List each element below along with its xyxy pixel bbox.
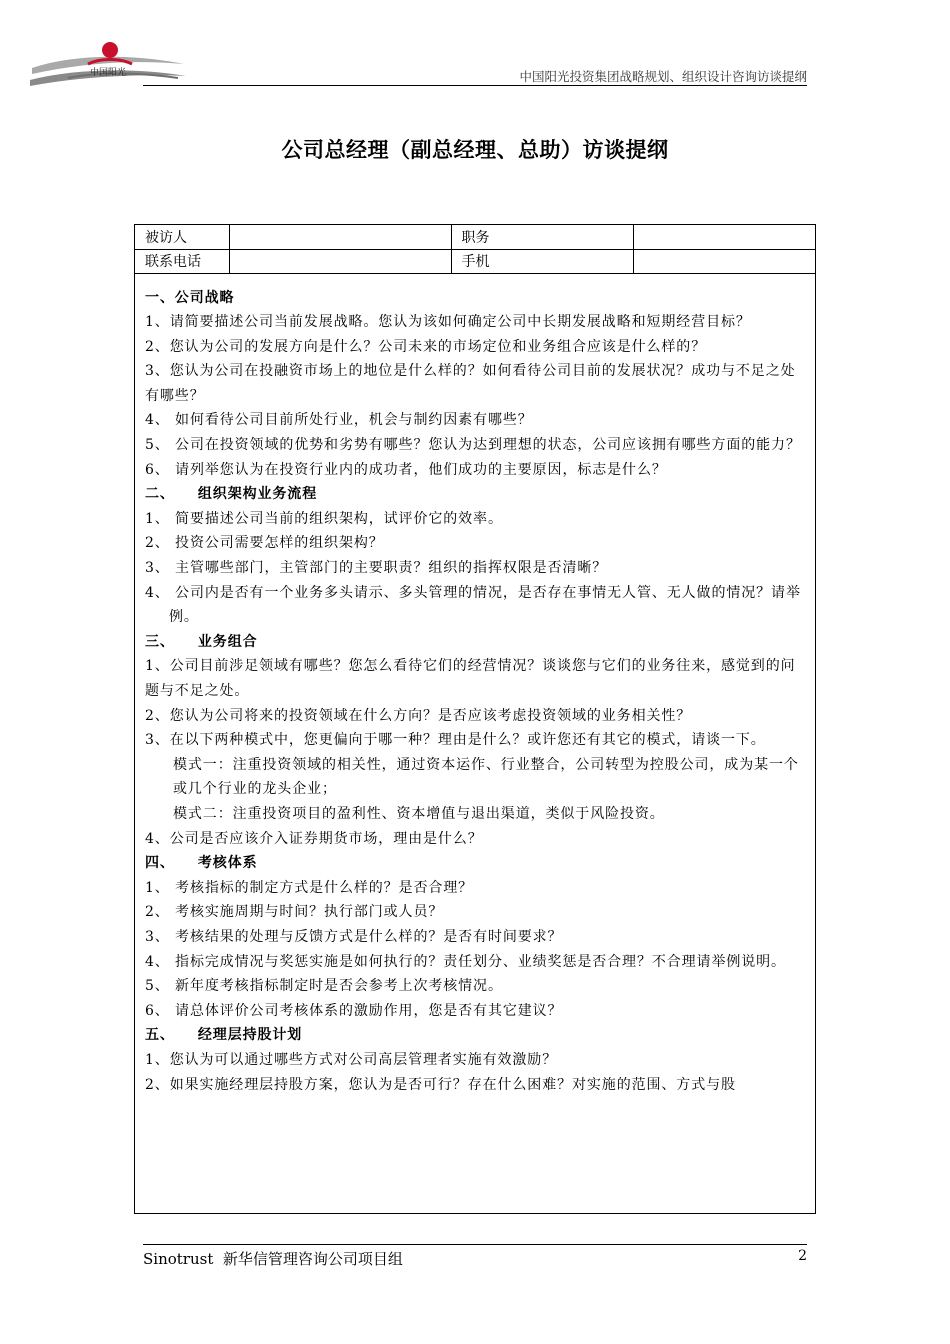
header-divider	[143, 85, 807, 86]
position-label: 职务	[451, 225, 633, 249]
question: 1、 考核指标的制定方式是什么样的？是否合理？	[145, 879, 474, 896]
question: 3、 考核结果的处理与反馈方式是什么样的？是否有时间要求？	[145, 928, 563, 945]
mode-option: 模式二：注重投资项目的盈利性、资本增值与退出渠道，类似于风险投资。	[173, 805, 665, 822]
interview-questions	[135, 274, 815, 1098]
logo-text: 中国阳光	[90, 68, 127, 78]
question: 2、您认为公司的发展方向是什么？公司未来的市场定位和业务组合应该是什么样的？	[145, 338, 707, 355]
table-row	[135, 225, 815, 249]
section-title: 二、 组织架构业务流程	[145, 486, 318, 503]
question: 1、公司目前涉足领域有哪些？您怎么看待它们的经营情况？谈谈您与它们的业务往来，感觉到的问题与不足之处。	[145, 658, 796, 699]
interview-form	[134, 224, 816, 1214]
section-title: 一、公司战略	[145, 289, 235, 306]
table-row	[135, 249, 815, 273]
question: 3、您认为公司在投融资市场上的地位是什么样的？如何看待公司目前的发展状况？成功与不足之处有哪些？	[145, 363, 796, 404]
page-number: 2	[798, 1248, 807, 1264]
question: 2、 考核实施周期与时间？执行部门或人员？	[145, 904, 444, 921]
question: 6、 请列举您认为在投资行业内的成功者，他们成功的主要原因，标志是什么？	[145, 461, 667, 478]
question: 3、在以下两种模式中，您更偏向于哪一种？理由是什么？或许您还有其它的模式，请谈一下。	[145, 732, 766, 749]
question: 6、 请总体评价公司考核体系的激励作用，您是否有其它建议？	[145, 1002, 563, 1019]
question: 2、 投资公司需要怎样的组织架构？	[145, 535, 384, 552]
document-title: 公司总经理（副总经理、总助）访谈提纲	[281, 138, 669, 162]
footer-divider	[143, 1244, 807, 1245]
mobile-field[interactable]	[633, 249, 815, 273]
phone-label: 联系电话	[135, 249, 229, 273]
section-title: 五、 经理层持股计划	[145, 1027, 303, 1044]
section-title: 四、 考核体系	[145, 855, 258, 872]
header-title: 中国阳光投资集团战略规划、组织设计咨询访谈提纲	[519, 69, 807, 84]
question: 1、请简要描述公司当前发展战略。您认为该如何确定公司中长期发展战略和短期经营目标？	[145, 314, 751, 331]
question: 2、您认为公司将来的投资领域在什么方向？是否应该考虑投资领域的业务相关性？	[145, 707, 692, 724]
question: 3、 主管哪些部门，主管部门的主要职责？组织的指挥权限是否清晰？	[145, 560, 608, 577]
question: 4、 指标完成情况与奖惩实施是如何执行的？责任划分、业绩奖惩是否合理？不合理请举例说明。	[145, 953, 786, 970]
footer-company: Sinotrust 新华信管理咨询公司项目组	[143, 1250, 403, 1268]
section-title: 三、 业务组合	[145, 633, 258, 650]
interviewee-field[interactable]	[229, 225, 451, 249]
mode-option: 模式一：注重投资领域的相关性，通过资本运作、行业整合，公司转型为控股公司，成为某一个或几个行业的龙头企业；	[173, 756, 799, 798]
interviewee-info-table	[135, 225, 815, 274]
question: 1、 简要描述公司当前的组织架构，试评价它的效率。	[145, 510, 503, 527]
question: 4、公司是否应该介入证券期货市场，理由是什么？	[145, 830, 483, 847]
question: 2、如果实施经理层持股方案，您认为是否可行？存在什么困难？对实施的范围、方式与股	[145, 1076, 736, 1093]
question: 5、 新年度考核指标制定时是否会参考上次考核情况。	[145, 978, 503, 995]
interviewee-label: 被访人	[135, 225, 229, 249]
question: 5、 公司在投资领域的优势和劣势有哪些？您认为达到理想的状态，公司应该拥有哪些方面的能力？	[145, 437, 801, 454]
phone-field[interactable]	[229, 249, 451, 273]
question: 4、 公司内是否有一个业务多头请示、多头管理的情况，是否存在事情无人管、无人做的情况？请举例。	[145, 584, 801, 626]
question: 4、 如何看待公司目前所处行业，机会与制约因素有哪些？	[145, 412, 533, 429]
mobile-label: 手机	[451, 249, 633, 273]
position-field[interactable]	[633, 225, 815, 249]
question: 1、您认为可以通过哪些方式对公司高层管理者实施有效激励？	[145, 1051, 558, 1068]
